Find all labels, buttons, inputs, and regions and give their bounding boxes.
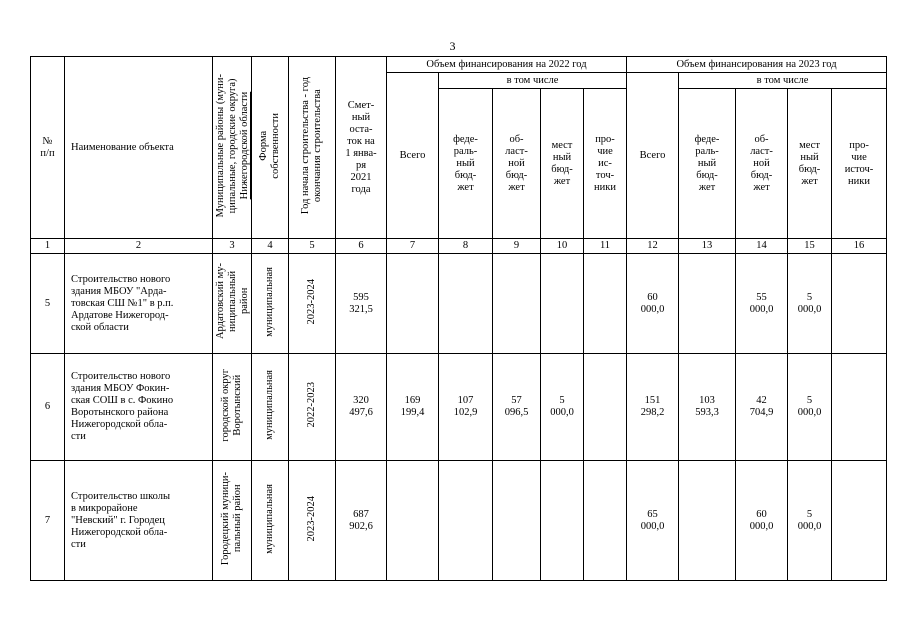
header-fin-2023: Объем финансирования на 2023 год	[627, 57, 887, 73]
row-balance: 595 321,5	[336, 254, 387, 354]
table-row	[31, 254, 887, 354]
row-reg-2022: 57 096,5	[493, 354, 541, 461]
row-years: 2022-2023	[289, 354, 336, 461]
row-total-2022	[387, 254, 439, 354]
row-district: Ардатовский му- ниципальный район	[213, 254, 252, 354]
row-total-2023: 60 000,0	[627, 254, 679, 354]
row-fed-2023: 103 593,3	[679, 354, 736, 461]
row-total-2023: 151 298,2	[627, 354, 679, 461]
row-object-name: Строительство нового здания МБОУ "Арда- товская СШ №1" в р.п. Ардатове Нижегород- ской области	[65, 254, 213, 354]
row-num: 6	[31, 354, 65, 461]
row-ownership: муниципальная	[252, 254, 289, 354]
row-fed-2022: 107 102,9	[439, 354, 493, 461]
row-oth-2022	[584, 354, 627, 461]
column-number: 9	[493, 239, 541, 254]
column-number: 3	[213, 239, 252, 254]
row-oth-2023	[832, 461, 887, 581]
column-number: 7	[387, 239, 439, 254]
row-num: 7	[31, 461, 65, 581]
row-years: 2023-2024	[289, 254, 336, 354]
row-reg-2023: 55 000,0	[736, 254, 788, 354]
row-district: Городецкий муници- пальный район	[213, 461, 252, 581]
financing-table	[30, 56, 887, 581]
header-ownership: Форма собственности	[252, 57, 289, 239]
header-reg-2022: об- ласт- ной бюд- жет	[493, 89, 541, 239]
row-loc-2023: 5 000,0	[788, 354, 832, 461]
row-reg-2022	[493, 461, 541, 581]
row-num: 5	[31, 254, 65, 354]
header-row-1	[31, 57, 887, 73]
header-total-2022: Всего	[387, 73, 439, 239]
row-oth-2022	[584, 461, 627, 581]
row-loc-2022: 5 000,0	[541, 354, 584, 461]
row-fed-2023	[679, 461, 736, 581]
column-number: 13	[679, 239, 736, 254]
column-number: 11	[584, 239, 627, 254]
column-number: 5	[289, 239, 336, 254]
row-fed-2022	[439, 254, 493, 354]
row-balance: 320 497,6	[336, 354, 387, 461]
header-balance: Смет- ный оста- ток на 1 янва- ря 2021 года	[336, 57, 387, 239]
row-object-name: Строительство школы в микрорайоне "Невский" г. Городец Нижегородской обла- сти	[65, 461, 213, 581]
header-fed-2022: феде- раль- ный бюд- жет	[439, 89, 493, 239]
row-reg-2023: 42 704,9	[736, 354, 788, 461]
column-number: 14	[736, 239, 788, 254]
table-row	[31, 461, 887, 581]
row-district: городской округ Воротынский	[213, 354, 252, 461]
header-reg-2023: об- ласт- ной бюд- жет	[736, 89, 788, 239]
header-including-2023: в том числе	[679, 73, 887, 89]
column-number: 15	[788, 239, 832, 254]
column-number: 8	[439, 239, 493, 254]
header-num: № п/п	[31, 57, 65, 239]
row-object-name: Строительство нового здания МБОУ Фокин- ская СОШ в с. Фокино Воротынского района Нижегородской обла- сти	[65, 354, 213, 461]
row-total-2023: 65 000,0	[627, 461, 679, 581]
table-row	[31, 354, 887, 461]
header-years: Год начала строительства - год окончания строительства	[289, 57, 336, 239]
header-loc-2022: мест ный бюд- жет	[541, 89, 584, 239]
row-fed-2022	[439, 461, 493, 581]
row-oth-2023	[832, 254, 887, 354]
header-total-2023: Всего	[627, 73, 679, 239]
header-object-name: Наименование объекта	[65, 57, 213, 239]
row-oth-2023	[832, 354, 887, 461]
row-loc-2023: 5 000,0	[788, 254, 832, 354]
row-loc-2023: 5 000,0	[788, 461, 832, 581]
header-fed-2023: феде- раль- ный бюд- жет	[679, 89, 736, 239]
header-districts: Муниципальные районы (муни- ципальные, городские округа) Нижегородской области	[213, 57, 252, 239]
row-reg-2022	[493, 254, 541, 354]
column-number: 4	[252, 239, 289, 254]
column-number: 16	[832, 239, 887, 254]
row-ownership: муниципальная	[252, 354, 289, 461]
header-loc-2023: мест ный бюд- жет	[788, 89, 832, 239]
row-years: 2023-2024	[289, 461, 336, 581]
column-number: 2	[65, 239, 213, 254]
row-balance: 687 902,6	[336, 461, 387, 581]
row-total-2022: 169 199,4	[387, 354, 439, 461]
page-number: 3	[449, 39, 456, 53]
header-fin-2022: Объем финансирования на 2022 год	[387, 57, 627, 73]
row-ownership: муниципальная	[252, 461, 289, 581]
header-oth-2023: про- чие источ- ники	[832, 89, 887, 239]
row-total-2022	[387, 461, 439, 581]
row-reg-2023: 60 000,0	[736, 461, 788, 581]
row-fed-2023	[679, 254, 736, 354]
row-oth-2022	[584, 254, 627, 354]
row-loc-2022	[541, 254, 584, 354]
column-numbers-row	[31, 239, 887, 254]
column-number: 6	[336, 239, 387, 254]
column-number: 10	[541, 239, 584, 254]
column-number: 1	[31, 239, 65, 254]
row-loc-2022	[541, 461, 584, 581]
column-number: 12	[627, 239, 679, 254]
header-including-2022: в том числе	[439, 73, 627, 89]
header-oth-2022: про- чие ис- точ- ники	[584, 89, 627, 239]
